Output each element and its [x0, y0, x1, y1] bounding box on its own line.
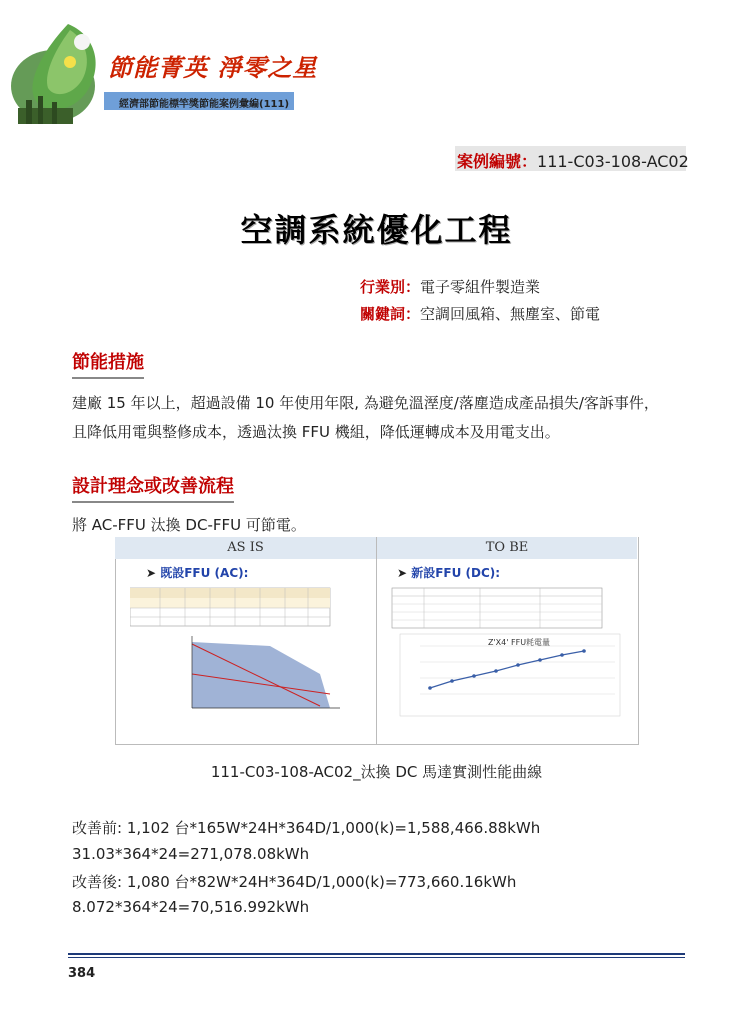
page-number: 384 [68, 966, 96, 981]
to-be-header: TO BE [377, 537, 637, 559]
measures-line-1: 建廠 15 年以上，超過設備 10 年使用年限, 為避免溫溼度/落塵造成產品損失/客訴事件， [72, 394, 659, 412]
logo-subtitle: 經濟部節能標竿獎節能案例彙編(111) [119, 99, 290, 110]
dc-chart-title: Z'X4' FFU耗電量 [488, 638, 551, 647]
calc-after-result: 8.072*364*24=70,516.992kWh [72, 898, 310, 916]
footer-rule [68, 953, 685, 955]
as-is-label [146, 564, 248, 581]
section-heading-measures: 節能措施 [72, 348, 144, 379]
calc-before-result: 31.03*364*24=271,078.08kWh [72, 845, 310, 863]
figure-divider [376, 537, 377, 744]
page-title: 空調系統優化工程 [240, 211, 513, 249]
footer-rule-thin [68, 957, 685, 958]
industry-value: 電子零組件製造業 [420, 278, 541, 296]
as-is-label-text: 既設FFU (AC): [160, 566, 249, 580]
measures-line-2: 且降低用電與整修成本，透過汰換 FFU 機組，降低運轉成本及用電支出。 [72, 423, 560, 441]
industry-label: 行業別： [360, 278, 421, 296]
as-is-header: AS IS [115, 537, 376, 559]
ac-ffu-performance-image [130, 584, 362, 722]
keywords-line [360, 303, 600, 324]
calc-before-formula: 改善前: 1,102 台*165W*24H*364D/1,000(k)=1,588,466.88kWh [72, 819, 541, 837]
section-heading-design: 設計理念或改善流程 [72, 472, 234, 503]
keywords-value: 空調回風箱、無塵室、節電 [420, 305, 601, 323]
industry-line [360, 276, 540, 297]
arrow-icon: ➤ [397, 566, 412, 580]
design-intro: 將 AC-FFU 汰換 DC-FFU 可節電。 [72, 516, 306, 534]
case-number [457, 149, 689, 172]
figure-caption: 111-C03-108-AC02_汰換 DC 馬達實測性能曲線 [210, 763, 543, 781]
keywords-label: 關鍵詞： [360, 305, 421, 323]
dc-ffu-performance-image [390, 584, 630, 722]
arrow-icon: ➤ [146, 566, 161, 580]
to-be-label [397, 564, 500, 581]
measures-paragraph [72, 389, 692, 447]
calc-after-formula: 改善後: 1,080 台*82W*24H*364D/1,000(k)=773,660.16kWh [72, 873, 517, 891]
case-number-label: 案例編號： [457, 152, 538, 171]
case-number-value: 111-C03-108-AC02 [537, 152, 689, 171]
to-be-label-text: 新設FFU (DC): [411, 566, 501, 580]
logo-title: 節能菁英 淨零之星 [108, 53, 318, 82]
